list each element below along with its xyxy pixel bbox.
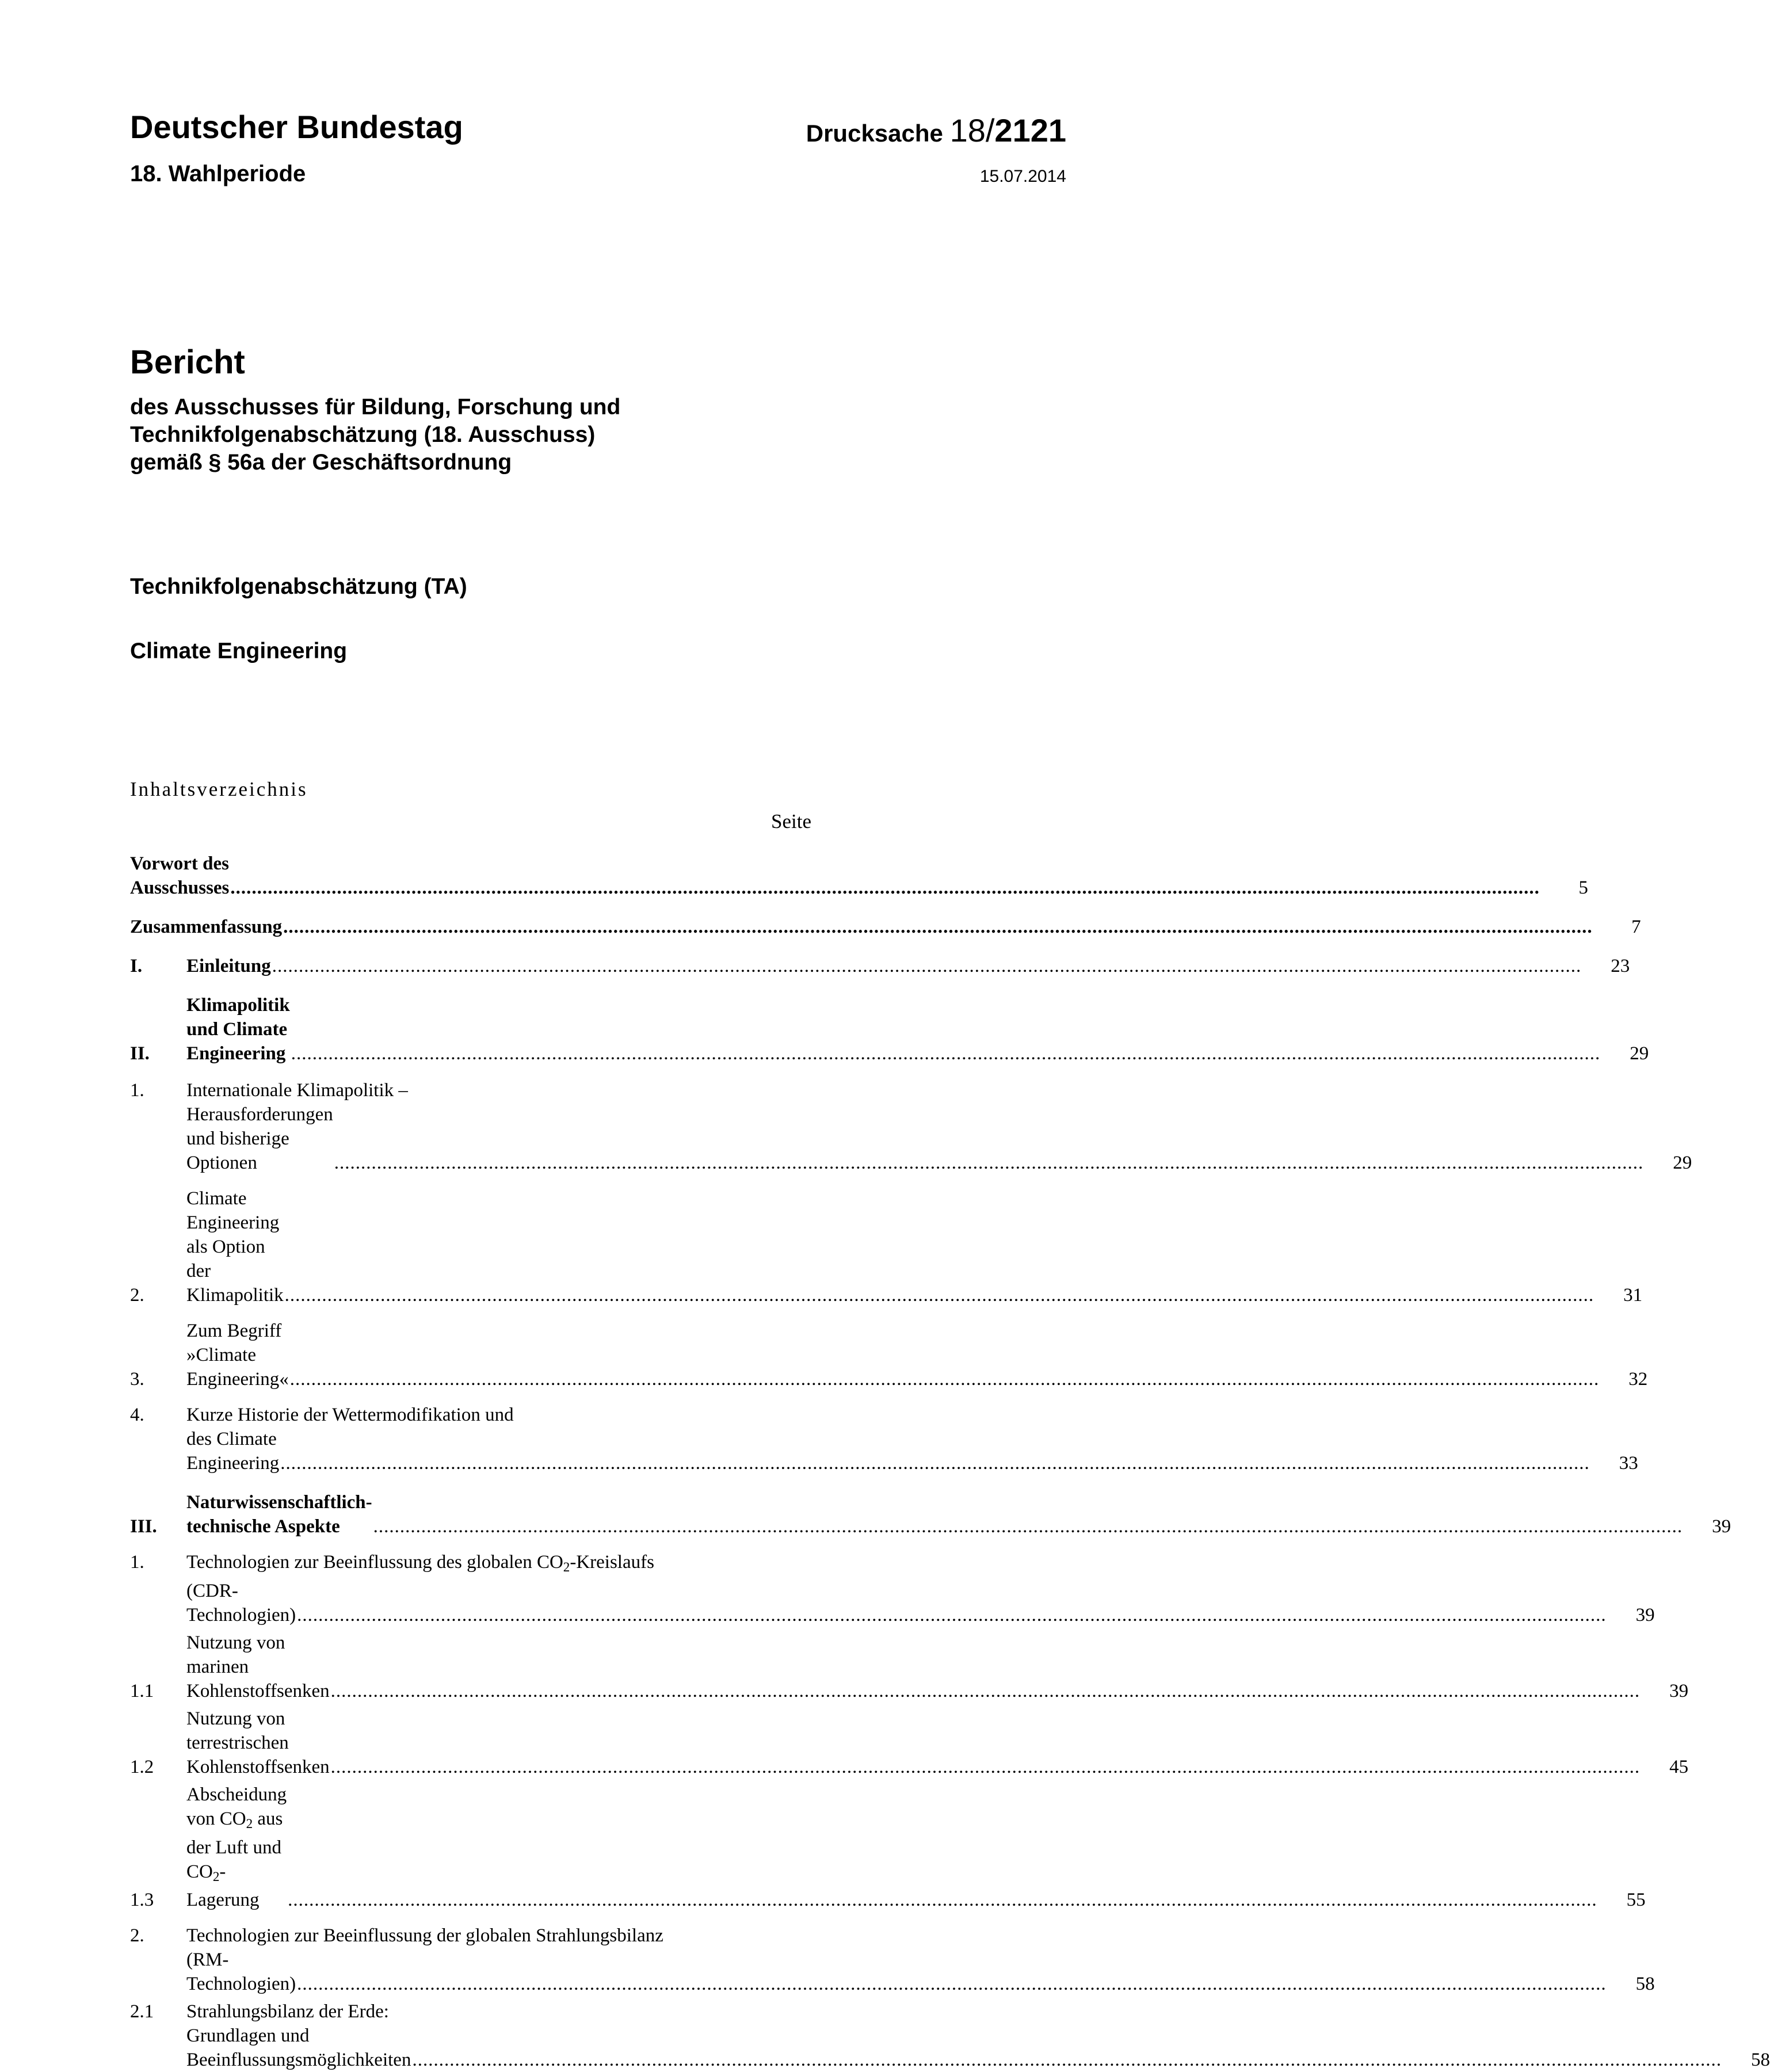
toc-entry[interactable] [130, 1403, 1638, 1475]
toc-leader [412, 2048, 1722, 2072]
drucksache-period: 18/ [949, 112, 995, 148]
toc-entry-text: Grundlagen und Beeinflussungsmöglichkeiten [186, 2025, 411, 2071]
subscript: 2 [563, 1559, 570, 1574]
toc-entry-number: 1.3 [130, 1890, 154, 1911]
toc-entry-page: 23 [1611, 956, 1630, 976]
toc-entry-text: Zusammenfassung [130, 917, 283, 937]
toc-entry-text: (CDR-Technologien) [186, 1580, 296, 1625]
toc-leader [373, 1514, 1683, 1539]
toc-entry[interactable] [130, 1550, 1655, 1627]
drucksache-number [806, 112, 1066, 149]
toc-leader [283, 915, 1593, 939]
toc-leader [297, 1603, 1607, 1627]
toc-entry-number: 1. [130, 1080, 144, 1101]
toc-entry-page: 39 [1712, 1516, 1731, 1537]
toc-entry-page: 5 [1578, 877, 1588, 898]
toc-entry[interactable] [130, 1783, 1646, 1913]
toc-entry-text: Nutzung von marinen Kohlenstoffsenken [186, 1632, 330, 1701]
toc-entry-page: 29 [1630, 1043, 1649, 1064]
toc-entry-number: II. [130, 1043, 150, 1064]
toc-entry[interactable] [130, 915, 1641, 939]
document-date: 15.07.2014 [979, 167, 1066, 186]
toc-entry-text [186, 1783, 287, 1913]
toc-entry-text-line1 [186, 1550, 1609, 1579]
toc-entry-number: 1.2 [130, 1756, 154, 1777]
toc-entry-text: Einleitung [186, 956, 271, 976]
toc-entry-page: 55 [1626, 1890, 1646, 1911]
section-topic-heading: Climate Engineering [130, 639, 348, 663]
toc-entry[interactable] [130, 852, 1588, 900]
toc-entry-number: I. [130, 956, 143, 976]
toc-leader [334, 1151, 1644, 1175]
subscript: 2 [246, 1815, 253, 1831]
toc-leader [288, 1888, 1597, 1912]
toc-entry-text: des Climate Engineering [186, 1429, 280, 1474]
toc-entry-number: 3. [130, 1369, 144, 1390]
drucksache-label: Drucksache [806, 120, 943, 147]
toc-entry-text: Naturwissenschaftlich-technische Aspekte [186, 1492, 372, 1537]
toc-leader [331, 1679, 1641, 1703]
subscript: 2 [212, 1868, 220, 1884]
parliament-title: Deutscher Bundestag [130, 109, 463, 145]
toc-entry-page: 33 [1619, 1453, 1638, 1474]
toc-entry-page: 29 [1673, 1153, 1692, 1173]
toc-entry-text: Climate Engineering als Option der Klimapolitik [186, 1188, 284, 1306]
toc-entry-text: Vorwort des Ausschusses [130, 853, 230, 898]
toc-entry[interactable] [130, 1078, 1692, 1175]
toc-entry-page: 45 [1669, 1756, 1689, 1777]
table-of-contents [130, 852, 1770, 2072]
toc-entry[interactable] [130, 1319, 1648, 1391]
toc-leader [297, 1972, 1607, 1996]
toc-entry[interactable] [130, 1186, 1643, 1307]
toc-leader [272, 954, 1582, 978]
report-title: Bericht [130, 344, 245, 381]
toc-entry[interactable] [130, 1490, 1731, 1539]
toc-entry[interactable] [130, 954, 1630, 978]
toc-entry-text: (RM-Technologien) [186, 1949, 296, 1995]
subtitle-line: des Ausschusses für Bildung, Forschung und [130, 395, 621, 419]
toc-entry-text: Zum Begriff »Climate Engineering« [186, 1321, 289, 1390]
toc-entry-text: Herausforderungen und bisherige Optionen [186, 1104, 333, 1173]
toc-entry-number: III. [130, 1516, 157, 1537]
toc-entry-text-line1: Internationale Klimapolitik – [186, 1080, 408, 1101]
report-subtitle [130, 394, 878, 476]
toc-page-label: Seite [771, 810, 811, 833]
toc-entry[interactable] [130, 2000, 1770, 2072]
toc-entry-text-line1: Strahlungsbilanz der Erde: [186, 2001, 389, 2023]
text-part: -Kreislaufs [570, 1552, 654, 1573]
toc-entry-number: 4. [130, 1405, 144, 1425]
text-part: Technologien zur Beeinflussung des globalen CO [186, 1552, 563, 1573]
toc-entry[interactable] [130, 993, 1649, 1066]
toc-entry-number: 2. [130, 1925, 144, 1947]
toc-entry-text: Klimapolitik und Climate Engineering [186, 995, 290, 1064]
toc-leader [331, 1755, 1641, 1779]
toc-entry-text-line1: Technologien zur Beeinflussung der globalen Strahlungsbilanz [186, 1925, 663, 1947]
election-period: 18. Wahlperiode [130, 161, 306, 186]
toc-entry-number: 1.1 [130, 1680, 154, 1701]
toc-entry-text: Nutzung von terrestrischen Kohlenstoffsenken [186, 1708, 330, 1777]
toc-entry-page: 58 [1635, 1974, 1655, 1995]
toc-entry-number: 1. [130, 1552, 144, 1573]
text-part: aus der Luft und CO [186, 1808, 283, 1882]
toc-entry-page: 32 [1628, 1369, 1648, 1390]
subtitle-line: gemäß § 56a der Geschäftsordnung [130, 450, 512, 475]
toc-leader [285, 1283, 1594, 1307]
toc-leader [280, 1451, 1590, 1475]
drucksache-id: 2121 [994, 112, 1066, 148]
toc-entry[interactable] [130, 1924, 1655, 1996]
toc-heading: Inhaltsverzeichnis [130, 778, 308, 800]
toc-entry-page: 31 [1623, 1285, 1643, 1306]
toc-entry-page: 39 [1635, 1604, 1655, 1625]
toc-entry-page: 39 [1669, 1680, 1689, 1701]
toc-entry-number: 2.1 [130, 2001, 154, 2023]
toc-leader [290, 1367, 1600, 1391]
toc-entry-text-line1: Kurze Historie der Wettermodifikation und [186, 1405, 514, 1425]
section-ta-heading: Technikfolgenabschätzung (TA) [130, 574, 467, 599]
text-part: Abscheidung von CO [186, 1784, 287, 1829]
subtitle-line: Technikfolgenabschätzung (18. Ausschuss) [130, 422, 596, 447]
text-part: -Lagerung [186, 1861, 260, 1911]
toc-entry[interactable] [130, 1707, 1689, 1779]
toc-leader [230, 876, 1540, 900]
toc-entry[interactable] [130, 1631, 1689, 1703]
toc-entry-page: 58 [1750, 2050, 1770, 2071]
toc-leader [291, 1041, 1601, 1066]
toc-entry-page: 7 [1631, 917, 1641, 937]
toc-entry-number: 2. [130, 1285, 144, 1306]
